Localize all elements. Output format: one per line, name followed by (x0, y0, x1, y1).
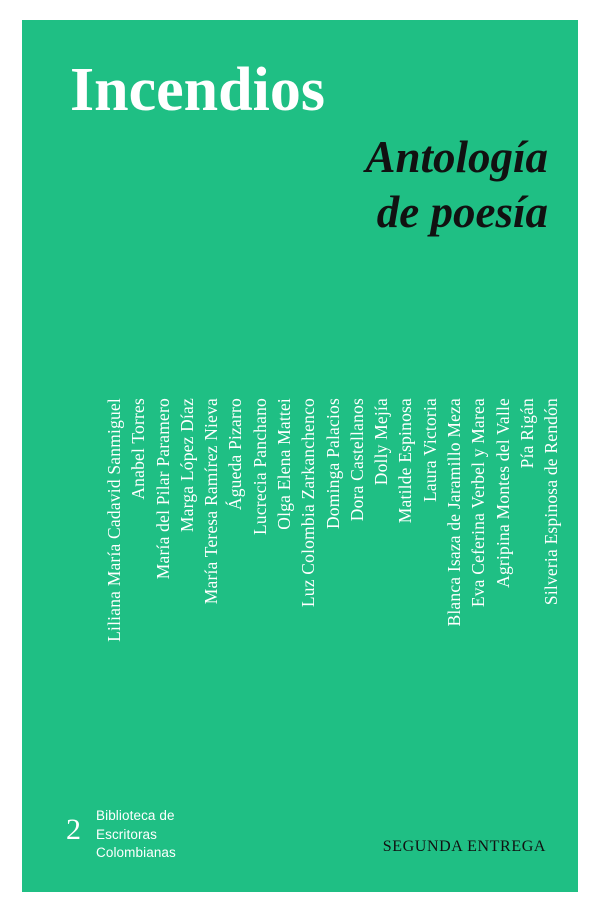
author-name: Liliana María Cadavid Sanmiguel (104, 398, 125, 642)
author-name: Agripina Montes del Valle (492, 398, 513, 588)
author-name: Silveria Espinosa de Rendón (541, 398, 562, 606)
author-name: Pía Rigán (516, 398, 537, 469)
author-name: Matilde Espinosa (395, 398, 416, 524)
cover-artwork (22, 20, 578, 892)
book-title: Incendios (70, 56, 325, 124)
book-subtitle-line-1: Antología (365, 132, 548, 182)
author-name: Olga Elena Mattei (274, 398, 295, 530)
edition-note: SEGUNDA ENTREGA (382, 838, 546, 855)
collection-name (96, 807, 176, 863)
book-subtitle-line-2: de poesía (376, 186, 548, 237)
author-name: Eva Ceferina Verbel y Marea (468, 398, 489, 608)
author-name: María del Pilar Paramero (152, 398, 173, 580)
author-name: María Teresa Ramírez Nieva (201, 398, 222, 605)
author-name: Marga López Díaz (176, 398, 197, 533)
collection-line-3: Colombianas (96, 845, 176, 861)
author-name: Blanca Isaza de Jaramillo Meza (443, 398, 464, 627)
author-name: Águeda Pizarro (225, 398, 246, 511)
author-name: Laura Victoria (419, 398, 440, 502)
book-subtitle (128, 130, 548, 240)
author-name: Dominga Palacios (322, 398, 343, 530)
author-name: Lucrecia Panchano (249, 398, 270, 536)
series-number: 2 (66, 813, 81, 846)
collection-line-2: Escritoras (96, 826, 158, 842)
author-name: Dora Castellanos (346, 398, 367, 522)
author-name: Dolly Mejía (371, 398, 392, 486)
author-name: Luz Colombia Zarkanchenco (298, 398, 319, 608)
author-list (84, 398, 564, 758)
collection-line-1: Biblioteca de (96, 808, 175, 823)
author-name: Anabel Torres (128, 398, 149, 500)
